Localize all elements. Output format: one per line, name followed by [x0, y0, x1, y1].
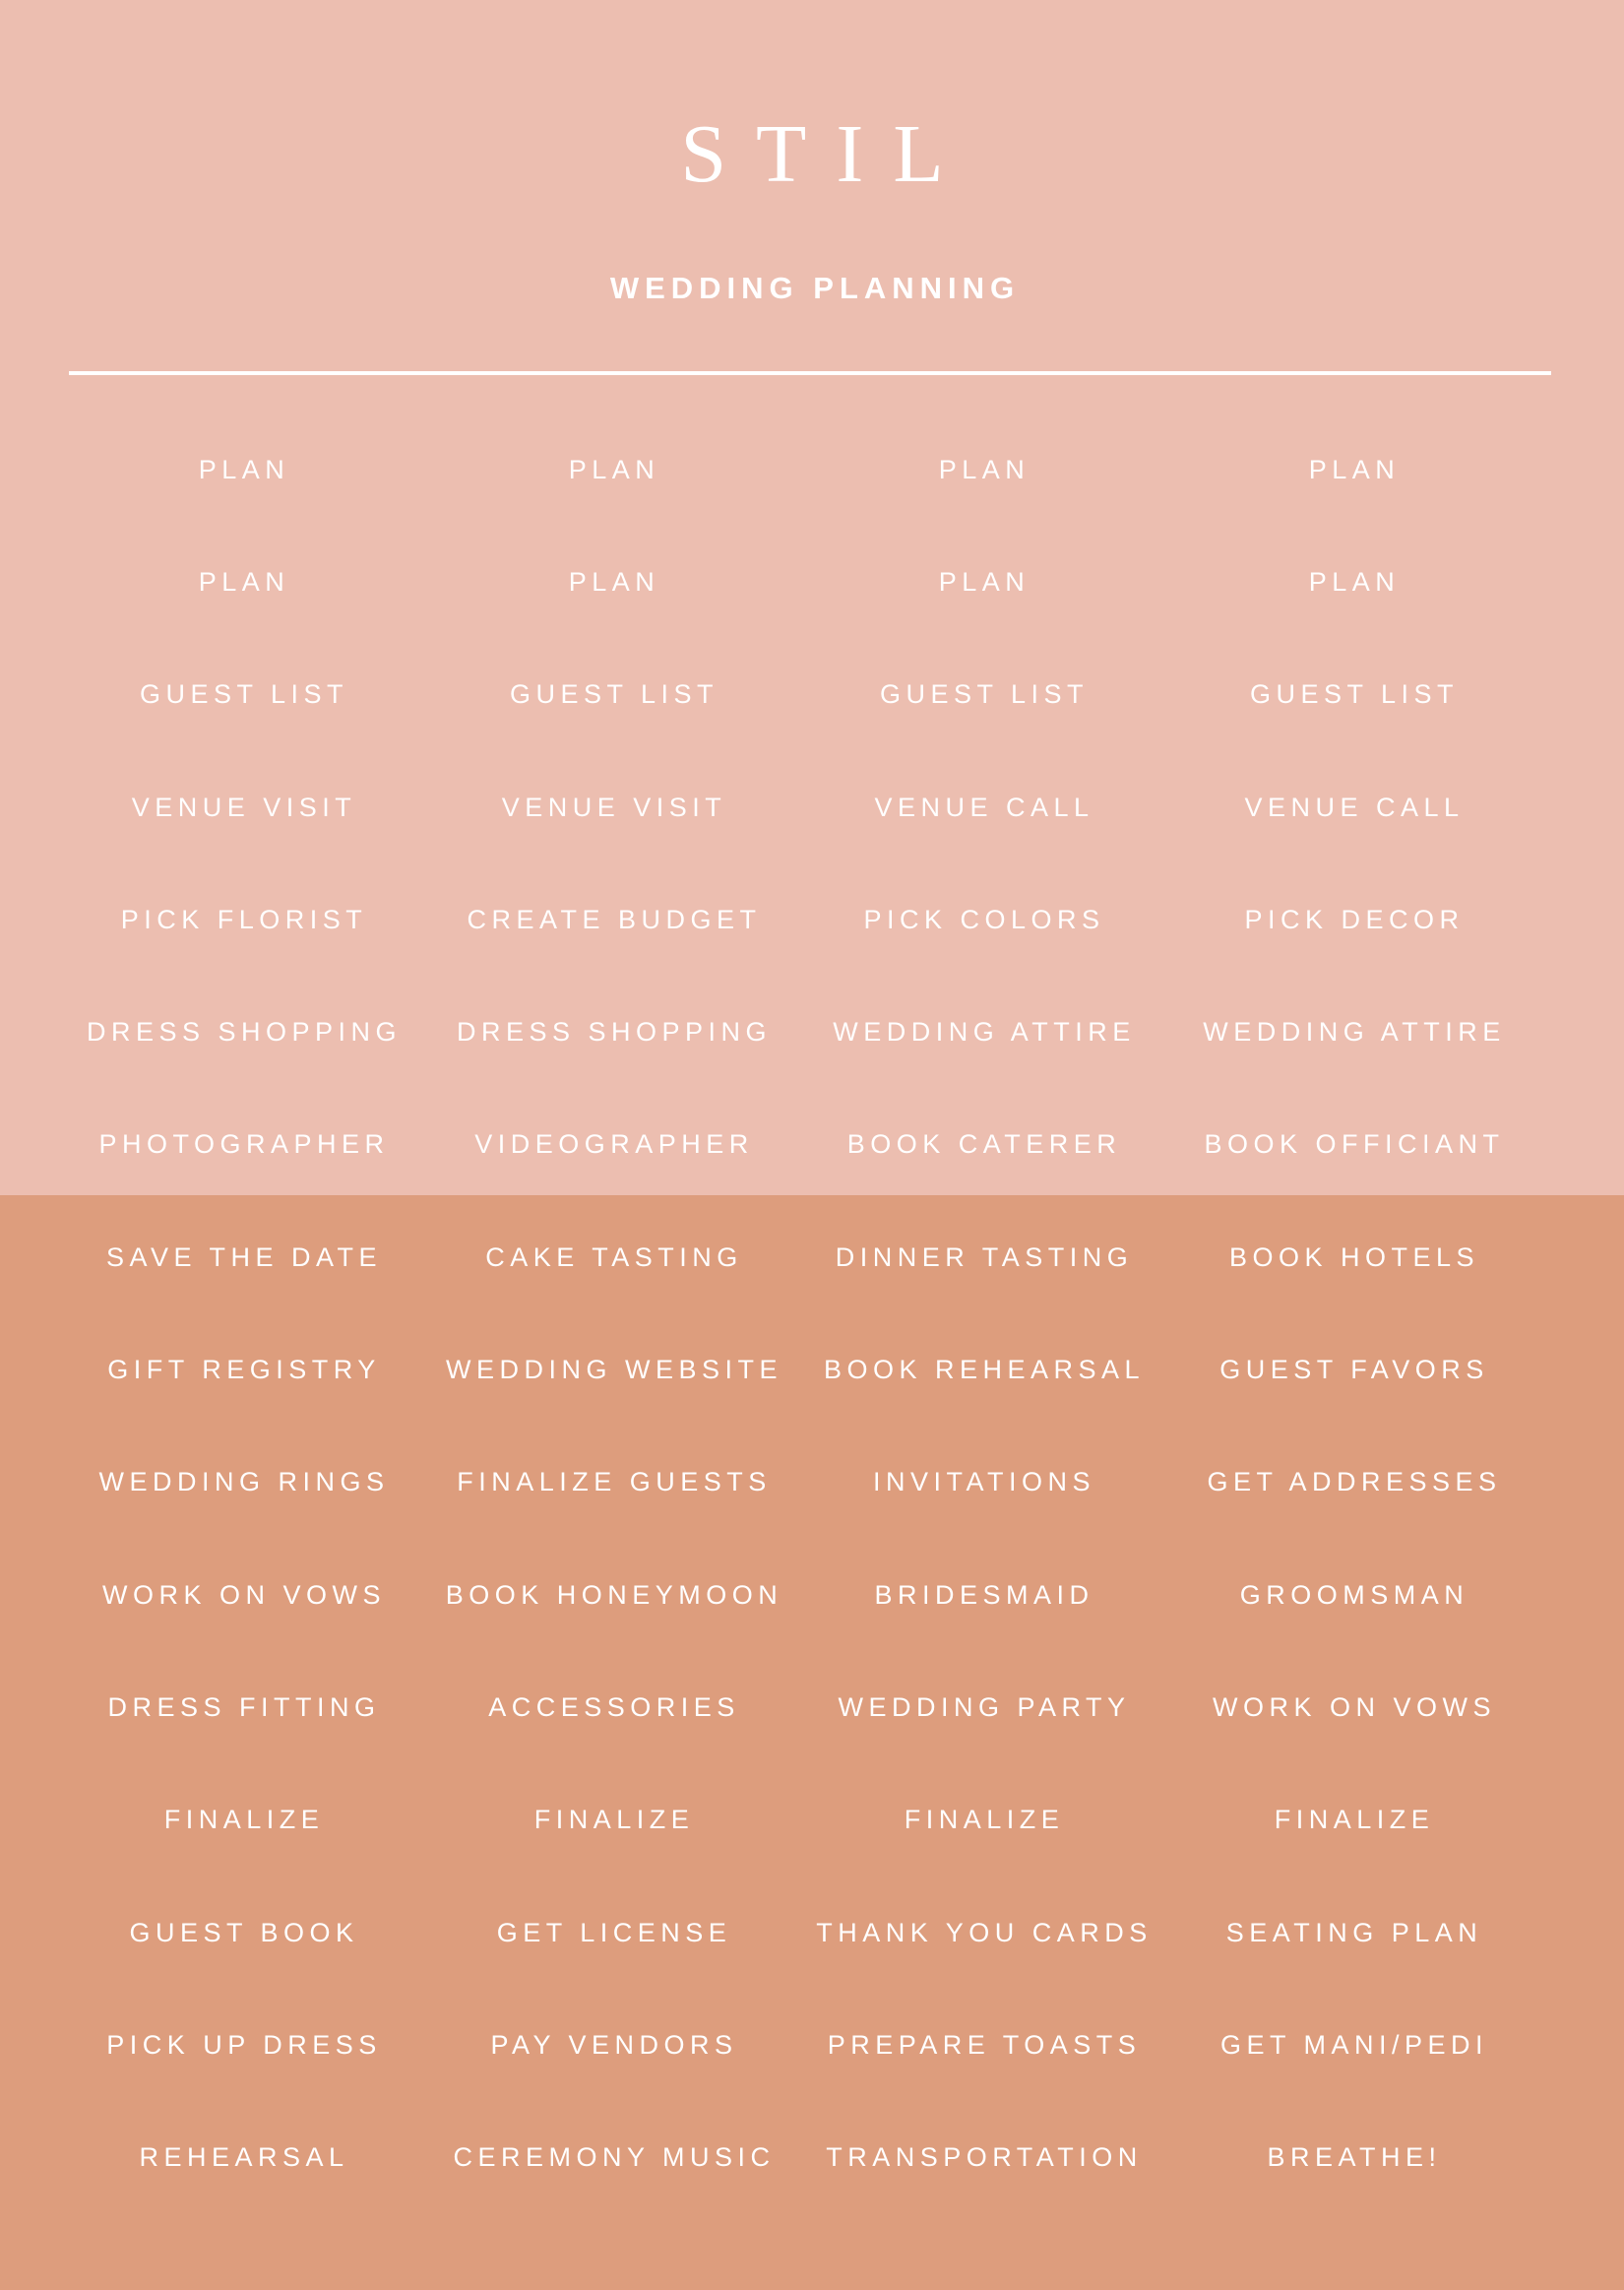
sticker-label: PHOTOGRAPHER [98, 1129, 390, 1160]
sticker-label: TRANSPORTATION [826, 2142, 1143, 2173]
sticker-label: DRESS FITTING [107, 1691, 381, 1722]
sticker-label: SAVE THE DATE [105, 1241, 383, 1272]
sticker-row [59, 2101, 1539, 2213]
sticker-row [59, 413, 1539, 526]
header-divider [69, 371, 1551, 375]
sticker-row [59, 863, 1539, 976]
sticker-label: WEDDING RINGS [98, 1467, 390, 1497]
sticker-label: GUEST LIST [509, 679, 719, 710]
sticker-label: VENUE CALL [874, 792, 1094, 822]
sticker-row [59, 1877, 1539, 1989]
sticker-label: GUEST FAVORS [1219, 1355, 1489, 1385]
sticker-label: FINALIZE GUESTS [457, 1467, 772, 1497]
sticker-row [59, 1651, 1539, 1763]
sticker-row [59, 1764, 1539, 1877]
sticker-label: VENUE CALL [1244, 792, 1465, 822]
sticker-label: FINALIZE [1274, 1805, 1435, 1835]
sticker-label: WEDDING ATTIRE [833, 1017, 1136, 1048]
sticker-label: PLAN [568, 454, 660, 484]
sticker-row [59, 976, 1539, 1088]
sticker-row [59, 751, 1539, 863]
sticker-label: VIDEOGRAPHER [474, 1129, 754, 1160]
sticker-label: PLAN [198, 566, 290, 597]
sticker-label: PLAN [938, 566, 1031, 597]
brand-logo: STIL [680, 108, 973, 200]
sticker-label: PICK DECOR [1244, 904, 1465, 934]
sticker-label: BOOK HOTELS [1228, 1241, 1480, 1272]
sticker-row [59, 1201, 1539, 1313]
sticker-label: PLAN [1308, 566, 1401, 597]
sticker-label: VENUE VISIT [501, 792, 727, 822]
sticker-label: BOOK CATERER [846, 1129, 1122, 1160]
sticker-row [59, 1989, 1539, 2101]
sticker-row [59, 1089, 1539, 1201]
sticker-label: WEDDING WEBSITE [445, 1355, 782, 1385]
sticker-label: GROOMSMAN [1239, 1579, 1469, 1610]
sticker-label: GET ADDRESSES [1207, 1467, 1502, 1497]
sticker-label: FINALIZE [533, 1805, 695, 1835]
sticker-label: GET LICENSE [496, 1917, 732, 1947]
sticker-label: WORK ON VOWS [102, 1579, 386, 1610]
sticker-row [59, 1427, 1539, 1539]
sticker-label: CREATE BUDGET [467, 904, 762, 934]
sticker-label: DINNER TASTING [835, 1241, 1134, 1272]
sticker-label: CEREMONY MUSIC [453, 2142, 776, 2173]
sticker-label: DRESS SHOPPING [86, 1017, 403, 1048]
sticker-label: REHEARSAL [139, 2142, 349, 2173]
sticker-label: PICK COLORS [863, 904, 1105, 934]
page-title: WEDDING PLANNING [609, 271, 1021, 305]
sticker-label: BOOK REHEARSAL [823, 1355, 1146, 1385]
sticker-label: THANK YOU CARDS [816, 1917, 1153, 1947]
sticker-label: WORK ON VOWS [1213, 1691, 1496, 1722]
sticker-label: PLAN [1308, 454, 1401, 484]
sticker-label: GIFT REGISTRY [107, 1355, 381, 1385]
sticker-label: BOOK HONEYMOON [445, 1579, 783, 1610]
sticker-label: DRESS SHOPPING [456, 1017, 773, 1048]
sticker-label: WEDDING PARTY [838, 1691, 1131, 1722]
sticker-label: PICK UP DRESS [106, 2029, 382, 2060]
sticker-label: ACCESSORIES [488, 1691, 740, 1722]
sticker-label: PICK FLORIST [120, 904, 368, 934]
sticker-label: GUEST LIST [139, 679, 349, 710]
sticker-row [59, 639, 1539, 751]
sticker-label: GUEST LIST [879, 679, 1090, 710]
sticker-label: BOOK OFFICIANT [1204, 1129, 1505, 1160]
sticker-row [59, 526, 1539, 638]
sticker-label: WEDDING ATTIRE [1203, 1017, 1506, 1048]
sticker-label: GET MANI/PEDI [1219, 2029, 1489, 2060]
sticker-grid [59, 413, 1539, 2214]
sticker-label: GUEST LIST [1249, 679, 1460, 710]
sticker-label: PLAN [198, 454, 290, 484]
sticker-label: FINALIZE [163, 1805, 325, 1835]
sticker-label: GUEST BOOK [129, 1917, 359, 1947]
sticker-label: BREATHE! [1267, 2142, 1442, 2173]
sticker-label: CAKE TASTING [485, 1241, 743, 1272]
sticker-label: VENUE VISIT [131, 792, 357, 822]
sticker-label: FINALIZE [904, 1805, 1065, 1835]
sticker-label: PLAN [938, 454, 1031, 484]
sticker-label: PAY VENDORS [490, 2029, 738, 2060]
sticker-label: PREPARE TOASTS [827, 2029, 1142, 2060]
sticker-label: BRIDESMAID [874, 1579, 1094, 1610]
sticker-label: INVITATIONS [872, 1467, 1095, 1497]
sticker-row [59, 1313, 1539, 1426]
sticker-label: PLAN [568, 566, 660, 597]
sticker-row [59, 1539, 1539, 1651]
sticker-label: SEATING PLAN [1225, 1917, 1483, 1947]
